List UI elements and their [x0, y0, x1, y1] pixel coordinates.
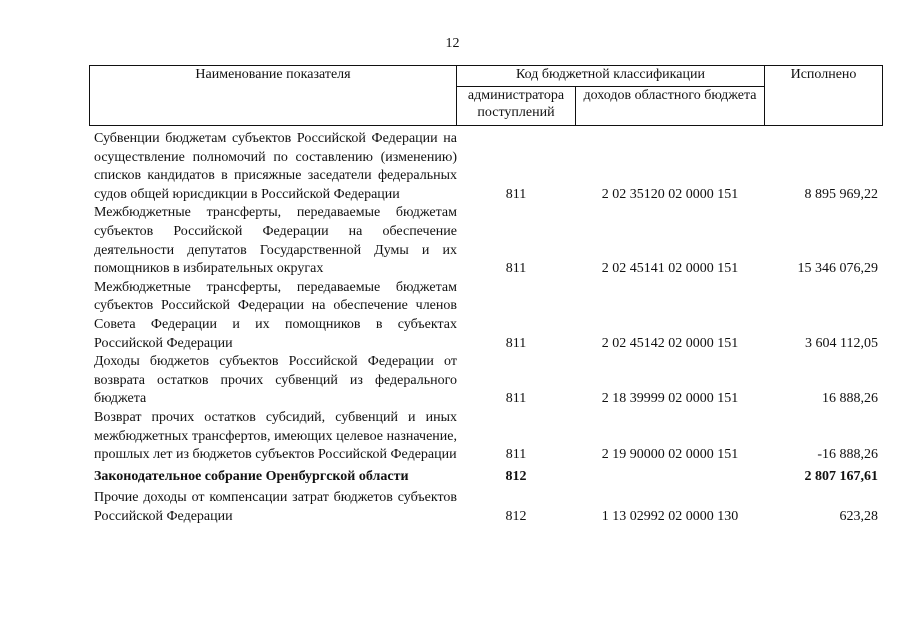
row-executed-value: 8 895 969,22	[804, 186, 878, 202]
row-executed-value: 16 888,26	[822, 391, 878, 407]
table-row	[89, 489, 884, 526]
row-executed-value: 15 346 076,29	[797, 261, 878, 277]
table-row	[89, 353, 884, 409]
table-body	[89, 130, 884, 526]
row-admin-code: 811	[505, 186, 527, 202]
header-code-group: Код бюджетной классификации	[457, 66, 765, 87]
row-income-code: 1 13 02992 02 0000 130	[601, 508, 739, 524]
section-executed-value: 2 807 167,61	[804, 468, 878, 484]
row-name: Возврат прочих остатков субсидий, субвенций и иных межбюджетных трансфертов, имеющих целевое назначение, прошлых лет из бюджетов субъектов Российской Федерации	[94, 409, 457, 463]
row-admin-code: 811	[505, 261, 527, 277]
table-header	[89, 65, 883, 126]
row-name: Межбюджетные трансферты, передаваемые бюджетам субъектов Российской Федерации на обеспечение деятельности депутатов Государственной Думы и их помощников в избирательных округах	[94, 205, 457, 277]
header-executed-column: Исполнено	[765, 66, 883, 126]
row-income-code: 2 02 45142 02 0000 151	[601, 335, 739, 351]
header-name-column: Наименование показателя	[90, 66, 457, 126]
row-admin-code: 812	[505, 508, 527, 524]
table-row	[89, 204, 884, 278]
header-income-column: доходов областного бюджета	[576, 87, 765, 126]
row-name: Межбюджетные трансферты, передаваемые бюджетам субъектов Российской Федерации на обеспечение членов Совета Федерации и их помощников в субъектах Российской Федерации	[94, 279, 457, 351]
row-executed-value: 3 604 112,05	[805, 335, 878, 351]
header-admin-column: администратора поступлений	[457, 87, 576, 126]
table-row	[89, 130, 884, 204]
section-admin-code: 812	[505, 468, 527, 484]
row-name: Прочие доходы от компенсации затрат бюджетов субъектов Российской Федерации	[94, 490, 457, 524]
table-row	[89, 409, 884, 465]
row-admin-code: 811	[505, 335, 527, 351]
page-number: 12	[445, 36, 460, 51]
row-admin-code: 811	[505, 447, 527, 463]
row-income-code: 2 18 39999 02 0000 151	[601, 391, 739, 407]
row-executed-value: 623,28	[839, 508, 878, 524]
table-row-section	[89, 468, 884, 487]
row-name: Доходы бюджетов субъектов Российской Федерации от возврата остатков прочих субвенций из федерального бюджета	[94, 354, 457, 407]
row-income-code: 2 19 90000 02 0000 151	[601, 447, 739, 463]
row-income-code: 2 02 35120 02 0000 151	[601, 186, 739, 202]
table-row	[89, 279, 884, 353]
row-income-code: 2 02 45141 02 0000 151	[601, 261, 739, 277]
row-executed-value: -16 888,26	[817, 447, 878, 463]
section-name: Законодательное собрание Оренбургской области	[94, 468, 409, 484]
row-name: Субвенции бюджетам субъектов Российской Федерации на осуществление полномочий по составлению (изменению) списков кандидатов в присяжные заседатели федеральных судов общей юрисдикции в Российской Федерации	[94, 131, 457, 202]
row-admin-code: 811	[505, 391, 527, 407]
